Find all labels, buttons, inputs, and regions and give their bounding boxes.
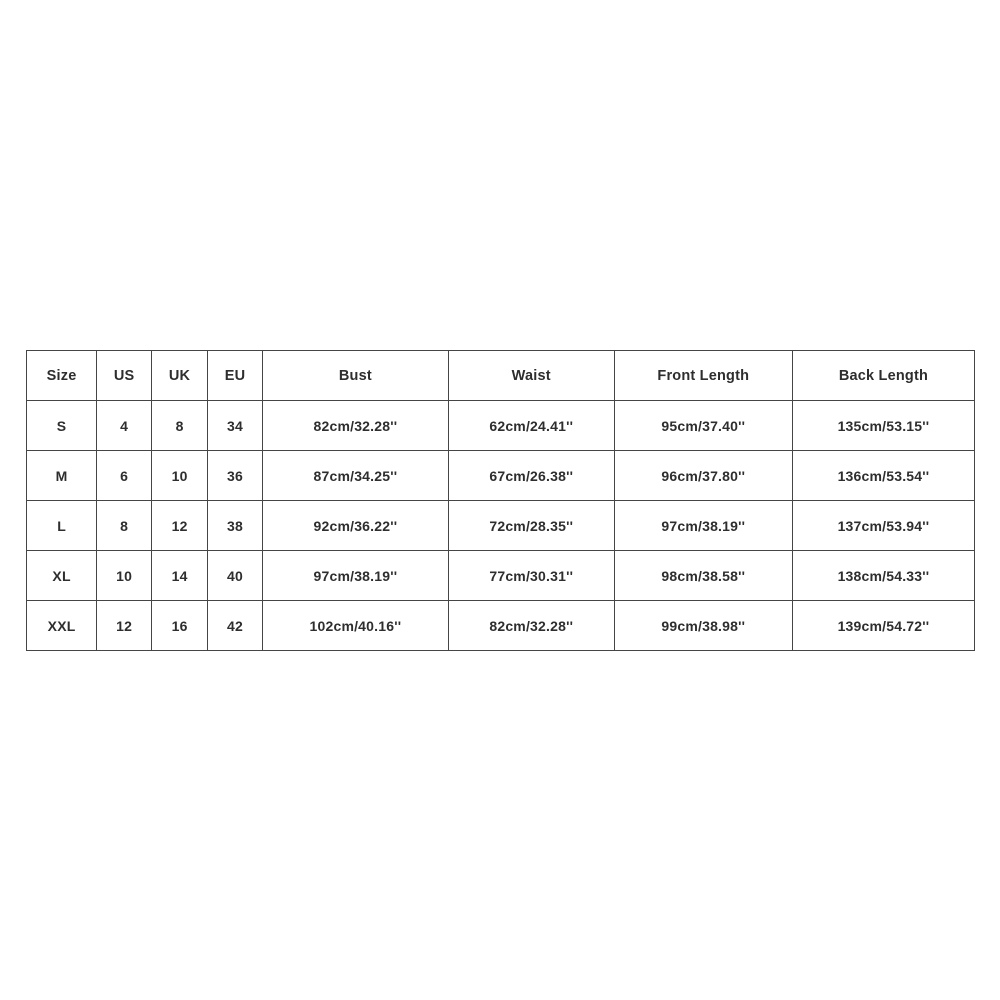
cell-front-length: 95cm/37.40'' [614,401,792,451]
cell-size: M [27,451,97,501]
cell-waist: 67cm/26.38'' [448,451,614,501]
cell-size: L [27,501,97,551]
cell-us: 4 [97,401,152,451]
cell-eu: 38 [208,501,263,551]
cell-uk: 8 [152,401,208,451]
cell-waist: 77cm/30.31'' [448,551,614,601]
cell-size: XXL [27,601,97,651]
cell-bust: 87cm/34.25'' [263,451,449,501]
cell-bust: 82cm/32.28'' [263,401,449,451]
cell-eu: 36 [208,451,263,501]
column-header-us: US [97,351,152,401]
column-header-back-length: Back Length [792,351,974,401]
cell-eu: 40 [208,551,263,601]
cell-front-length: 99cm/38.98'' [614,601,792,651]
size-chart-container [26,350,975,651]
table-row [27,501,975,551]
cell-back-length: 139cm/54.72'' [792,601,974,651]
cell-us: 6 [97,451,152,501]
cell-us: 8 [97,501,152,551]
table-row [27,401,975,451]
cell-size: XL [27,551,97,601]
column-header-bust: Bust [263,351,449,401]
cell-back-length: 136cm/53.54'' [792,451,974,501]
table-row [27,551,975,601]
column-header-front-length: Front Length [614,351,792,401]
cell-uk: 14 [152,551,208,601]
cell-uk: 12 [152,501,208,551]
cell-size: S [27,401,97,451]
column-header-waist: Waist [448,351,614,401]
header-row [27,351,975,401]
cell-uk: 10 [152,451,208,501]
table-row [27,451,975,501]
cell-bust: 102cm/40.16'' [263,601,449,651]
cell-us: 10 [97,551,152,601]
cell-uk: 16 [152,601,208,651]
cell-bust: 97cm/38.19'' [263,551,449,601]
column-header-size: Size [27,351,97,401]
cell-back-length: 135cm/53.15'' [792,401,974,451]
cell-waist: 62cm/24.41'' [448,401,614,451]
cell-back-length: 137cm/53.94'' [792,501,974,551]
cell-front-length: 97cm/38.19'' [614,501,792,551]
cell-bust: 92cm/36.22'' [263,501,449,551]
cell-waist: 82cm/32.28'' [448,601,614,651]
cell-front-length: 96cm/37.80'' [614,451,792,501]
cell-waist: 72cm/28.35'' [448,501,614,551]
column-header-uk: UK [152,351,208,401]
size-chart-table [26,350,975,651]
table-row [27,601,975,651]
cell-front-length: 98cm/38.58'' [614,551,792,601]
column-header-eu: EU [208,351,263,401]
cell-eu: 34 [208,401,263,451]
cell-eu: 42 [208,601,263,651]
cell-us: 12 [97,601,152,651]
cell-back-length: 138cm/54.33'' [792,551,974,601]
